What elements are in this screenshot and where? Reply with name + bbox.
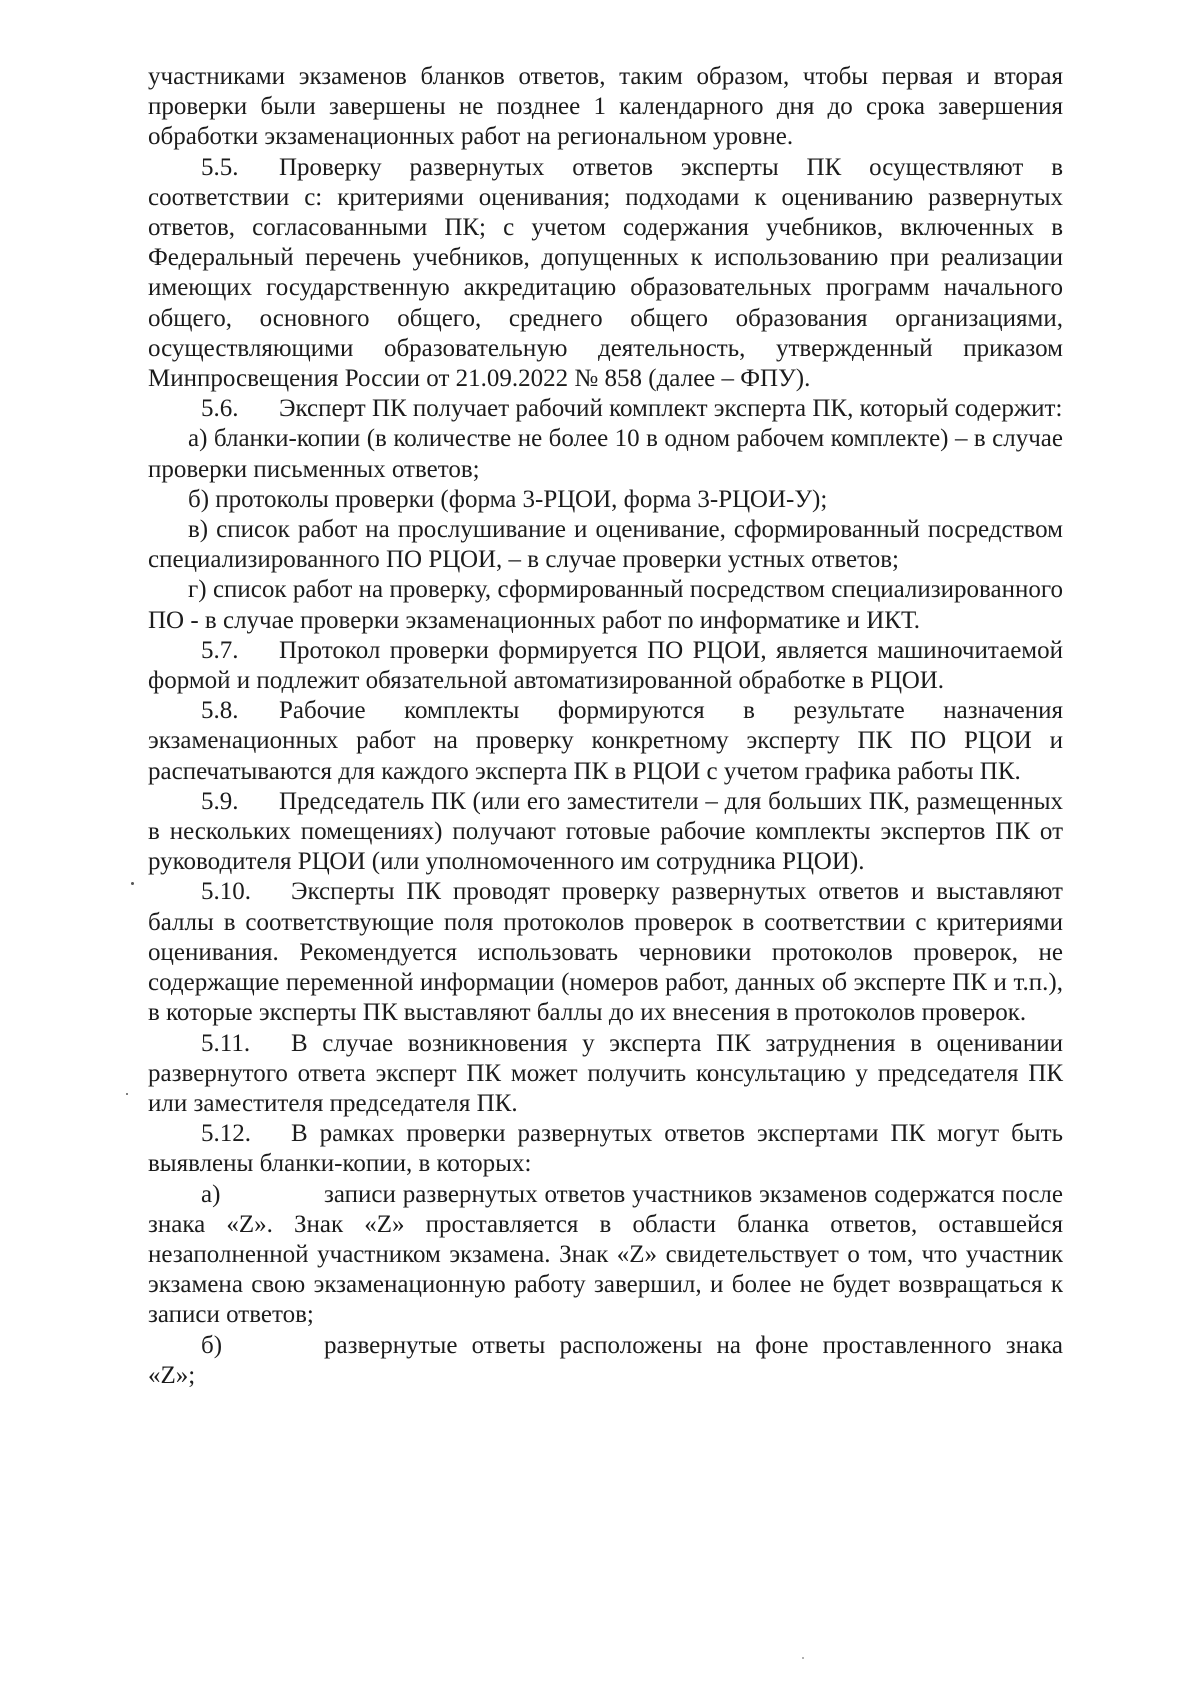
paragraph-text: Проверку развернутых ответов эксперты ПК осуществляют в соответствии с: критериями оценивания; подходами к оцениванию развернутых ответов, согласованными ПК; с учетом содержания учебников, включенных в Федеральный перечень учебников, допущенных к использованию при реализации имеющих государственную аккредитацию образовательных программ начального общего, основного общего, среднего общего образования организациями, осуществляющими образовательную деятельность, утвержденный приказом Минпросвещения России от 21.09.2022 № 858 (далее – ФПУ). bbox=[148, 153, 1063, 393]
paragraph-number: 5.12. bbox=[201, 1120, 251, 1148]
paragraph-5-11 bbox=[148, 1029, 1063, 1120]
paragraph-5-5 bbox=[148, 153, 1063, 395]
scan-speck bbox=[802, 1657, 804, 1659]
paragraph-number: 5.8. bbox=[201, 697, 239, 725]
list-item-text: г) список работ на проверку, сформированный посредством специализированного ПО - в случае проверки экзаменационных работ по информатике и ИКТ. bbox=[148, 576, 1063, 634]
paragraph-number: 5.7. bbox=[201, 636, 239, 664]
list-item-text: а) бланки-копии (в количестве не более 10 в одном рабочем комплекте) – в случае проверки письменных ответов; bbox=[148, 425, 1063, 483]
document-body bbox=[148, 62, 1063, 1391]
paragraph-text: Протокол проверки формируется ПО РЦОИ, является машиночитаемой формой и подлежит обязательной автоматизированной обработке в РЦОИ. bbox=[148, 636, 1063, 695]
paragraph-5-10 bbox=[148, 877, 1063, 1028]
paragraph-number: 5.5. bbox=[201, 153, 239, 181]
scan-speck bbox=[131, 882, 134, 885]
paragraph-continuation bbox=[148, 62, 1063, 153]
list-item-a bbox=[148, 424, 1063, 484]
paragraph-text: Рабочие комплекты формируются в результате назначения экзаменационных работ на проверку конкретному эксперту ПК ПО РЦОИ и распечатываются для каждого эксперта ПК в РЦОИ с учетом графика работы ПК. bbox=[148, 697, 1063, 785]
list-item-v bbox=[148, 515, 1063, 575]
list-item-marker: а) bbox=[201, 1180, 221, 1208]
paragraph-5-12 bbox=[148, 1119, 1063, 1179]
paragraph-text: В рамках проверки развернутых ответов экспертами ПК могут быть выявлены бланки-копии, в которых: bbox=[148, 1120, 1063, 1178]
paragraph-number: 5.10. bbox=[201, 878, 251, 906]
list-item-text: развернутые ответы расположены на фоне проставленного знака «Z»; bbox=[148, 1331, 1063, 1389]
paragraph-5-9 bbox=[148, 787, 1063, 878]
list-item-5-12-a bbox=[148, 1180, 1063, 1331]
list-item-b bbox=[148, 485, 1063, 515]
paragraph-5-8 bbox=[148, 696, 1063, 787]
paragraph-text: участниками экзаменов бланков ответов, таким образом, чтобы первая и вторая проверки были завершены не позднее 1 календарного дня до срока завершения обработки экзаменационных работ на региональном уровне. bbox=[148, 63, 1063, 151]
paragraph-text: Председатель ПК (или его заместители – для больших ПК, размещенных в нескольких помещениях) получают готовые рабочие комплекты экспертов ПК от руководителя РЦОИ (или уполномоченного им сотрудника РЦОИ). bbox=[148, 787, 1063, 876]
list-item-marker: б) bbox=[201, 1331, 223, 1359]
list-item-text: в) список работ на прослушивание и оценивание, сформированный посредством специализированного ПО РЦОИ, – в случае проверки устных ответов; bbox=[148, 516, 1063, 574]
scan-speck bbox=[126, 1093, 128, 1095]
paragraph-number: 5.6. bbox=[201, 395, 239, 423]
paragraph-text: Эксперты ПК проводят проверку развернутых ответов и выставляют баллы в соответствующие поля протоколов проверок в соответствии с критериями оценивания. Рекомендуется использовать черновики протоколов проверок, не содержащие переменной информации (номеров работ, данных об эксперте ПК и т.п.), в которые эксперты ПК выставляют баллы до их внесения в протоколов проверок. bbox=[148, 878, 1063, 1027]
list-item-text: записи развернутых ответов участников экзаменов содержатся после знака «Z». Знак «Z» проставляется в области бланка ответов, оставшейся незаполненной участником экзамена. Знак «Z» свидетельствует о том, что участник экзамена свою экзаменационную работу завершил, и более не будет возвращаться к записи ответов; bbox=[148, 1180, 1063, 1329]
paragraph-5-7 bbox=[148, 636, 1063, 696]
paragraph-text: Эксперт ПК получает рабочий комплект эксперта ПК, который содержит: bbox=[279, 395, 1063, 423]
paragraph-number: 5.11. bbox=[201, 1029, 251, 1057]
paragraph-number: 5.9. bbox=[201, 787, 239, 815]
paragraph-5-6 bbox=[148, 394, 1063, 424]
list-item-5-12-b bbox=[148, 1331, 1063, 1391]
paragraph-text: В случае возникновения у эксперта ПК затруднения в оценивании развернутого ответа эксперт ПК может получить консультацию у председателя ПК или заместителя председателя ПК. bbox=[148, 1029, 1063, 1117]
list-item-text: б) протоколы проверки (форма 3-РЦОИ, форма 3-РЦОИ-У); bbox=[188, 485, 828, 513]
list-item-g bbox=[148, 575, 1063, 635]
